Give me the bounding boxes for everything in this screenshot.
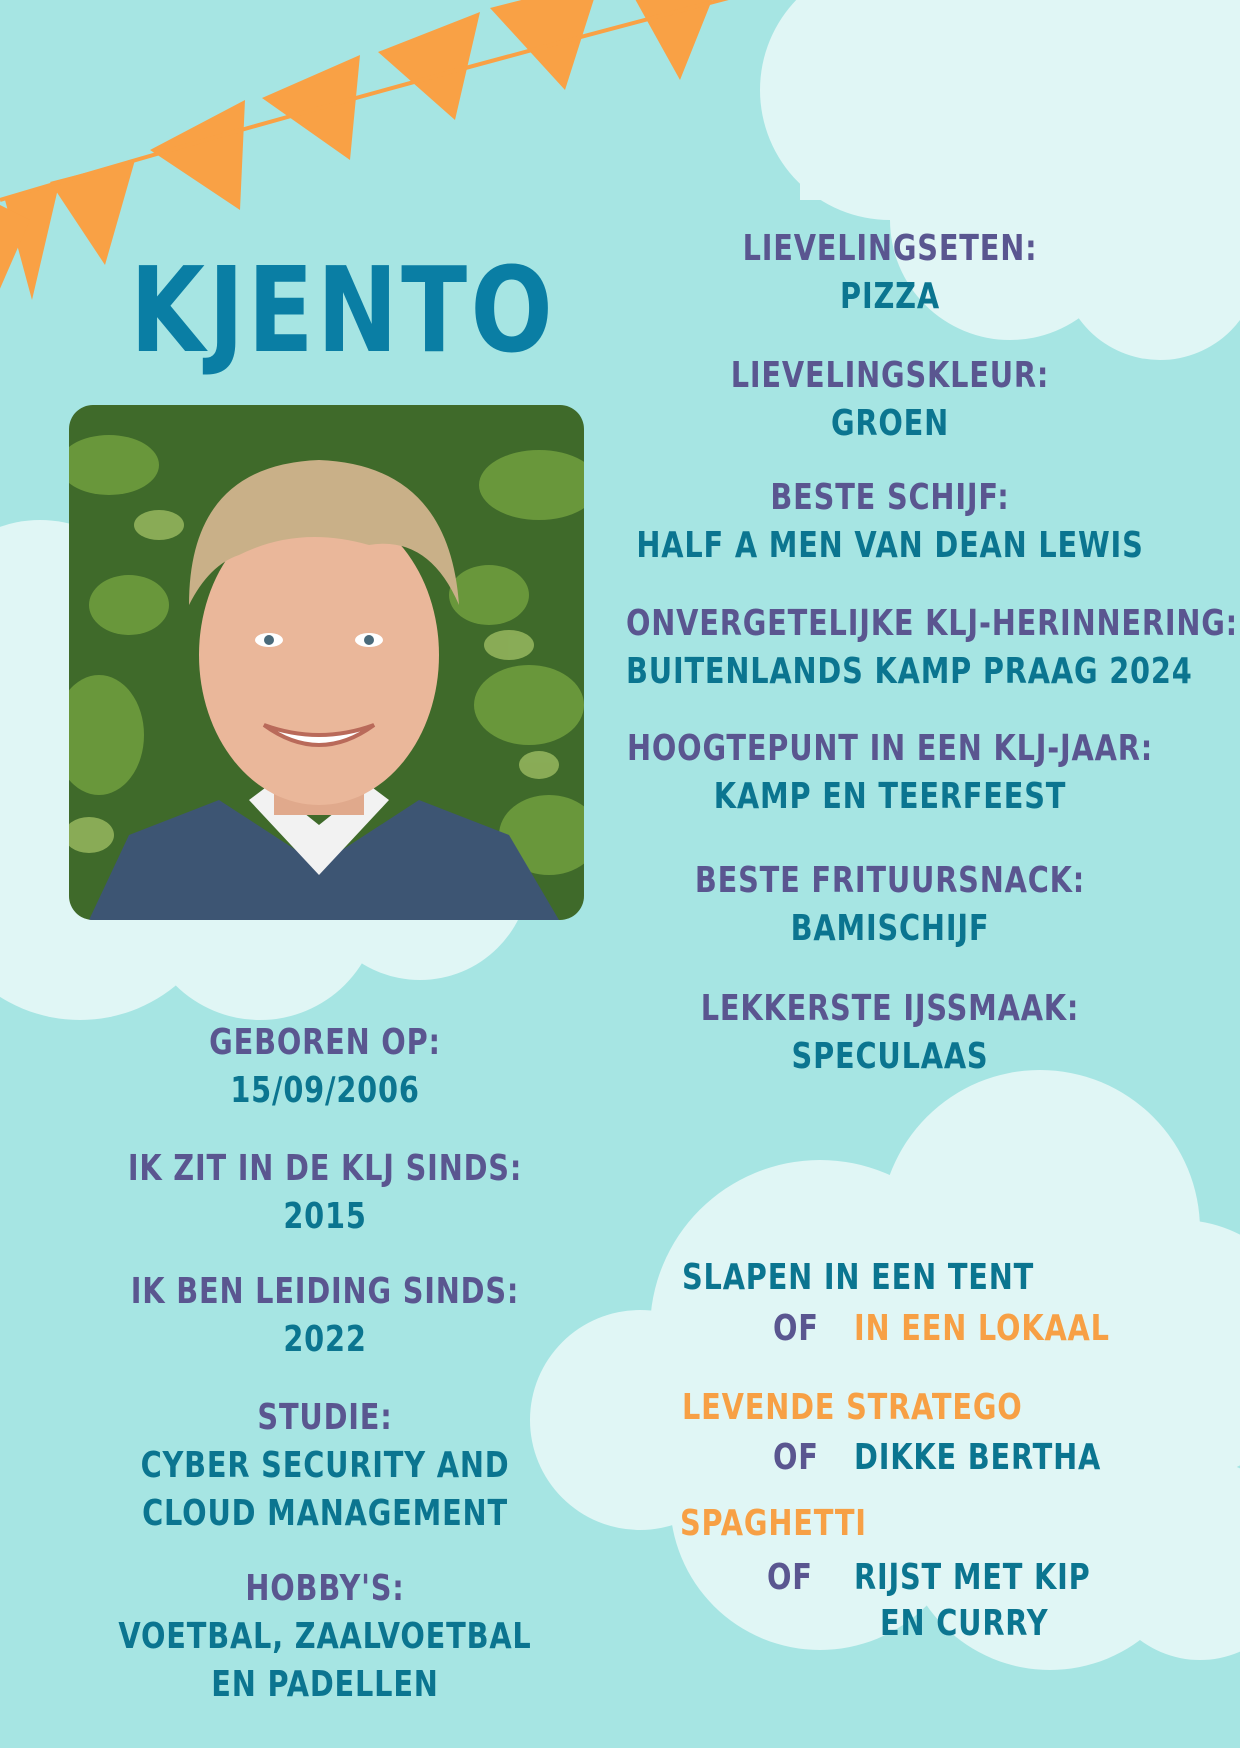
favorite-snack-label: BESTE FRITUURSNACK: <box>694 860 1086 901</box>
study <box>60 1394 590 1538</box>
choice-3-option-b: RIJST MET KIP <box>854 1557 1091 1598</box>
choice-1-or: OF <box>773 1308 819 1349</box>
favorite-record-label: BESTE SCHIJF: <box>770 477 1010 518</box>
choice-3-option-b-line2: EN CURRY <box>880 1603 1049 1644</box>
favorite-ice-cream-value: SPECULAAS <box>791 1036 989 1077</box>
leader-since-value: 2022 <box>283 1319 367 1360</box>
memorable-memory <box>560 600 1238 696</box>
favorite-snack-value: BAMISCHIJF <box>790 908 990 949</box>
portrait-photo <box>69 405 584 920</box>
favorite-color-value: GROEN <box>830 403 950 444</box>
favorite-ice-cream <box>560 985 1220 1081</box>
year-highlight-value: KAMP EN TEERFEEST <box>713 776 1067 817</box>
hobbies-value: VOETBAL, ZAALVOETBAL <box>118 1616 532 1657</box>
leader-since <box>60 1268 590 1364</box>
year-highlight <box>560 725 1220 821</box>
study-label: STUDIE: <box>257 1397 393 1438</box>
study-value: CYBER SECURITY AND <box>140 1445 510 1486</box>
member-since-label: IK ZIT IN DE KLJ SINDS: <box>127 1148 523 1189</box>
study-value-line2: CLOUD MANAGEMENT <box>142 1493 508 1534</box>
hobbies <box>60 1565 590 1709</box>
favorite-food-label: LIEVELINGSETEN: <box>742 228 1038 269</box>
choice-3-or: OF <box>767 1557 813 1598</box>
favorite-record <box>560 474 1220 570</box>
favorite-record-value: HALF A MEN VAN DEAN LEWIS <box>636 525 1144 566</box>
choice-1-option-b: IN EEN LOKAAL <box>854 1308 1110 1349</box>
choice-2-or: OF <box>773 1437 819 1478</box>
choice-2-option-b: DIKKE BERTHA <box>854 1437 1102 1478</box>
choice-3-option-a: SPAGHETTI <box>680 1503 867 1544</box>
favorite-ice-cream-label: LEKKERSTE IJSSMAAK: <box>700 988 1080 1029</box>
member-since-value: 2015 <box>283 1196 367 1237</box>
favorite-color-label: LIEVELINGSKLEUR: <box>730 355 1050 396</box>
choice-2-option-a: LEVENDE STRATEGO <box>682 1387 1023 1428</box>
year-highlight-label: HOOGTEPUNT IN EEN KLJ-JAAR: <box>626 728 1154 769</box>
leader-since-label: IK BEN LEIDING SINDS: <box>130 1271 520 1312</box>
favorite-color <box>560 352 1220 448</box>
memorable-memory-label: ONVERGETELIJKE KLJ-HERINNERING: <box>626 603 1238 644</box>
birth-date-label: GEBOREN OP: <box>209 1022 441 1063</box>
favorite-snack <box>560 857 1220 953</box>
page-title: KJENTO <box>130 241 557 379</box>
favorite-food <box>560 225 1220 321</box>
hobbies-value-line2: EN PADELLEN <box>211 1664 439 1705</box>
memorable-memory-value: BUITENLANDS KAMP PRAAG 2024 <box>626 651 1193 692</box>
hobbies-label: HOBBY'S: <box>245 1568 405 1609</box>
choice-1-option-a: SLAPEN IN EEN TENT <box>682 1257 1035 1298</box>
birth-date-value: 15/09/2006 <box>230 1070 420 1111</box>
birth-date <box>60 1019 590 1115</box>
member-since <box>60 1145 590 1241</box>
favorite-food-value: PIZZA <box>840 276 940 317</box>
